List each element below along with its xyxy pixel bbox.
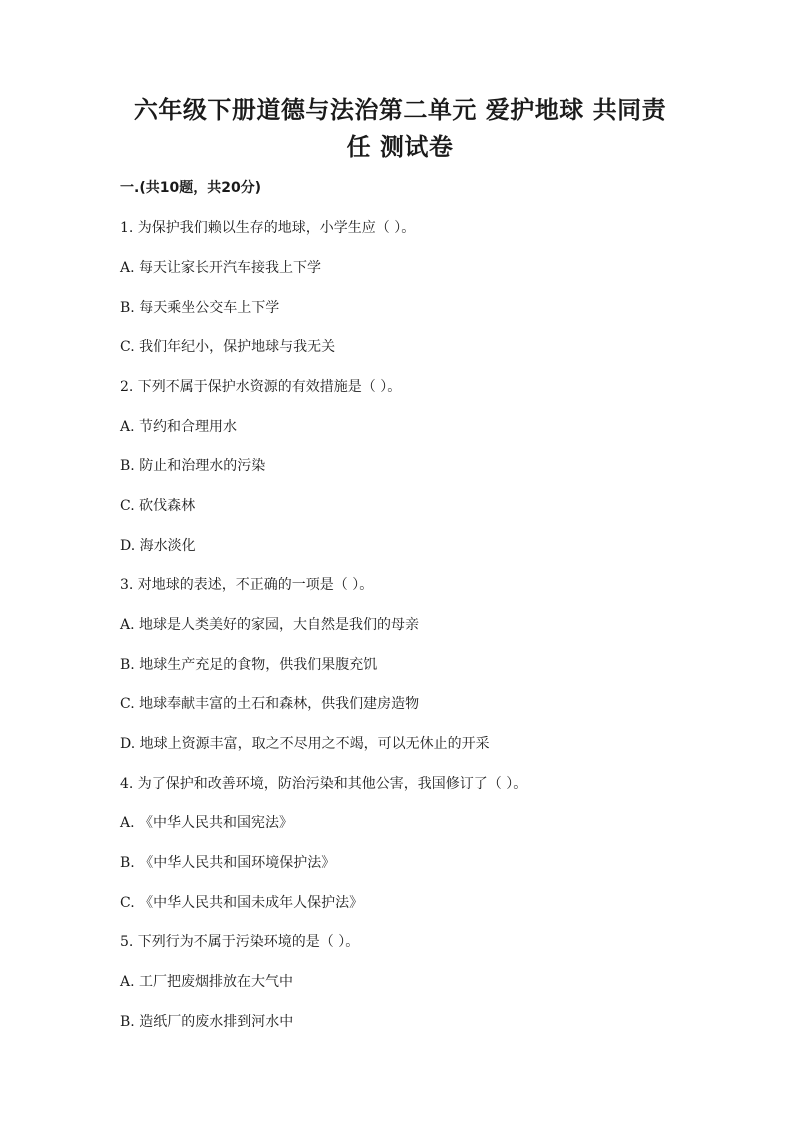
question-stem: 2. 下列不属于保护水资源的有效措施是（ ）。 xyxy=(120,379,402,395)
option-c: C. 砍伐森林 xyxy=(120,498,196,514)
option-b: B. 造纸厂的废水排到河水中 xyxy=(120,1014,294,1030)
option-b: B. 每天乘坐公交车上下学 xyxy=(120,300,280,316)
option-b: B. 防止和治理水的污染 xyxy=(120,458,266,474)
option-c: C. 我们年纪小，保护地球与我无关 xyxy=(120,339,336,355)
option-b: B. 地球生产充足的食物，供我们果腹充饥 xyxy=(120,657,378,673)
option-a: A. 节约和合理用水 xyxy=(120,419,238,435)
option-d: D. 海水淡化 xyxy=(120,538,196,554)
question-stem: 4. 为了保护和改善环境，防治污染和其他公害，我国修订了（ ）。 xyxy=(120,776,528,792)
option-a: A. 《中华人民共和国宪法》 xyxy=(120,815,294,831)
section-heading: 一.(共10题，共20分) xyxy=(120,180,262,196)
document-title xyxy=(120,92,680,166)
option-b: B. 《中华人民共和国环境保护法》 xyxy=(120,855,336,871)
title-line-2: 任 测试卷 xyxy=(346,133,454,161)
option-d: D. 地球上资源丰富，取之不尽用之不竭，可以无休止的开采 xyxy=(120,736,490,752)
question-stem: 5. 下列行为不属于污染环境的是（ ）。 xyxy=(120,934,360,950)
title-line-1: 六年级下册道德与法治第二单元 爱护地球 共同责 xyxy=(133,96,667,124)
question-stem: 3. 对地球的表述，不正确的一项是（ ）。 xyxy=(120,577,374,593)
option-a: A. 地球是人类美好的家园，大自然是我们的母亲 xyxy=(120,617,420,633)
option-a: A. 工厂把废烟排放在大气中 xyxy=(120,974,294,990)
option-c: C. 《中华人民共和国未成年人保护法》 xyxy=(120,895,364,911)
option-c: C. 地球奉献丰富的土石和森林，供我们建房造物 xyxy=(120,696,420,712)
question-stem: 1. 为保护我们赖以生存的地球，小学生应（ ）。 xyxy=(120,220,416,236)
option-a: A. 每天让家长开汽车接我上下学 xyxy=(120,260,322,276)
